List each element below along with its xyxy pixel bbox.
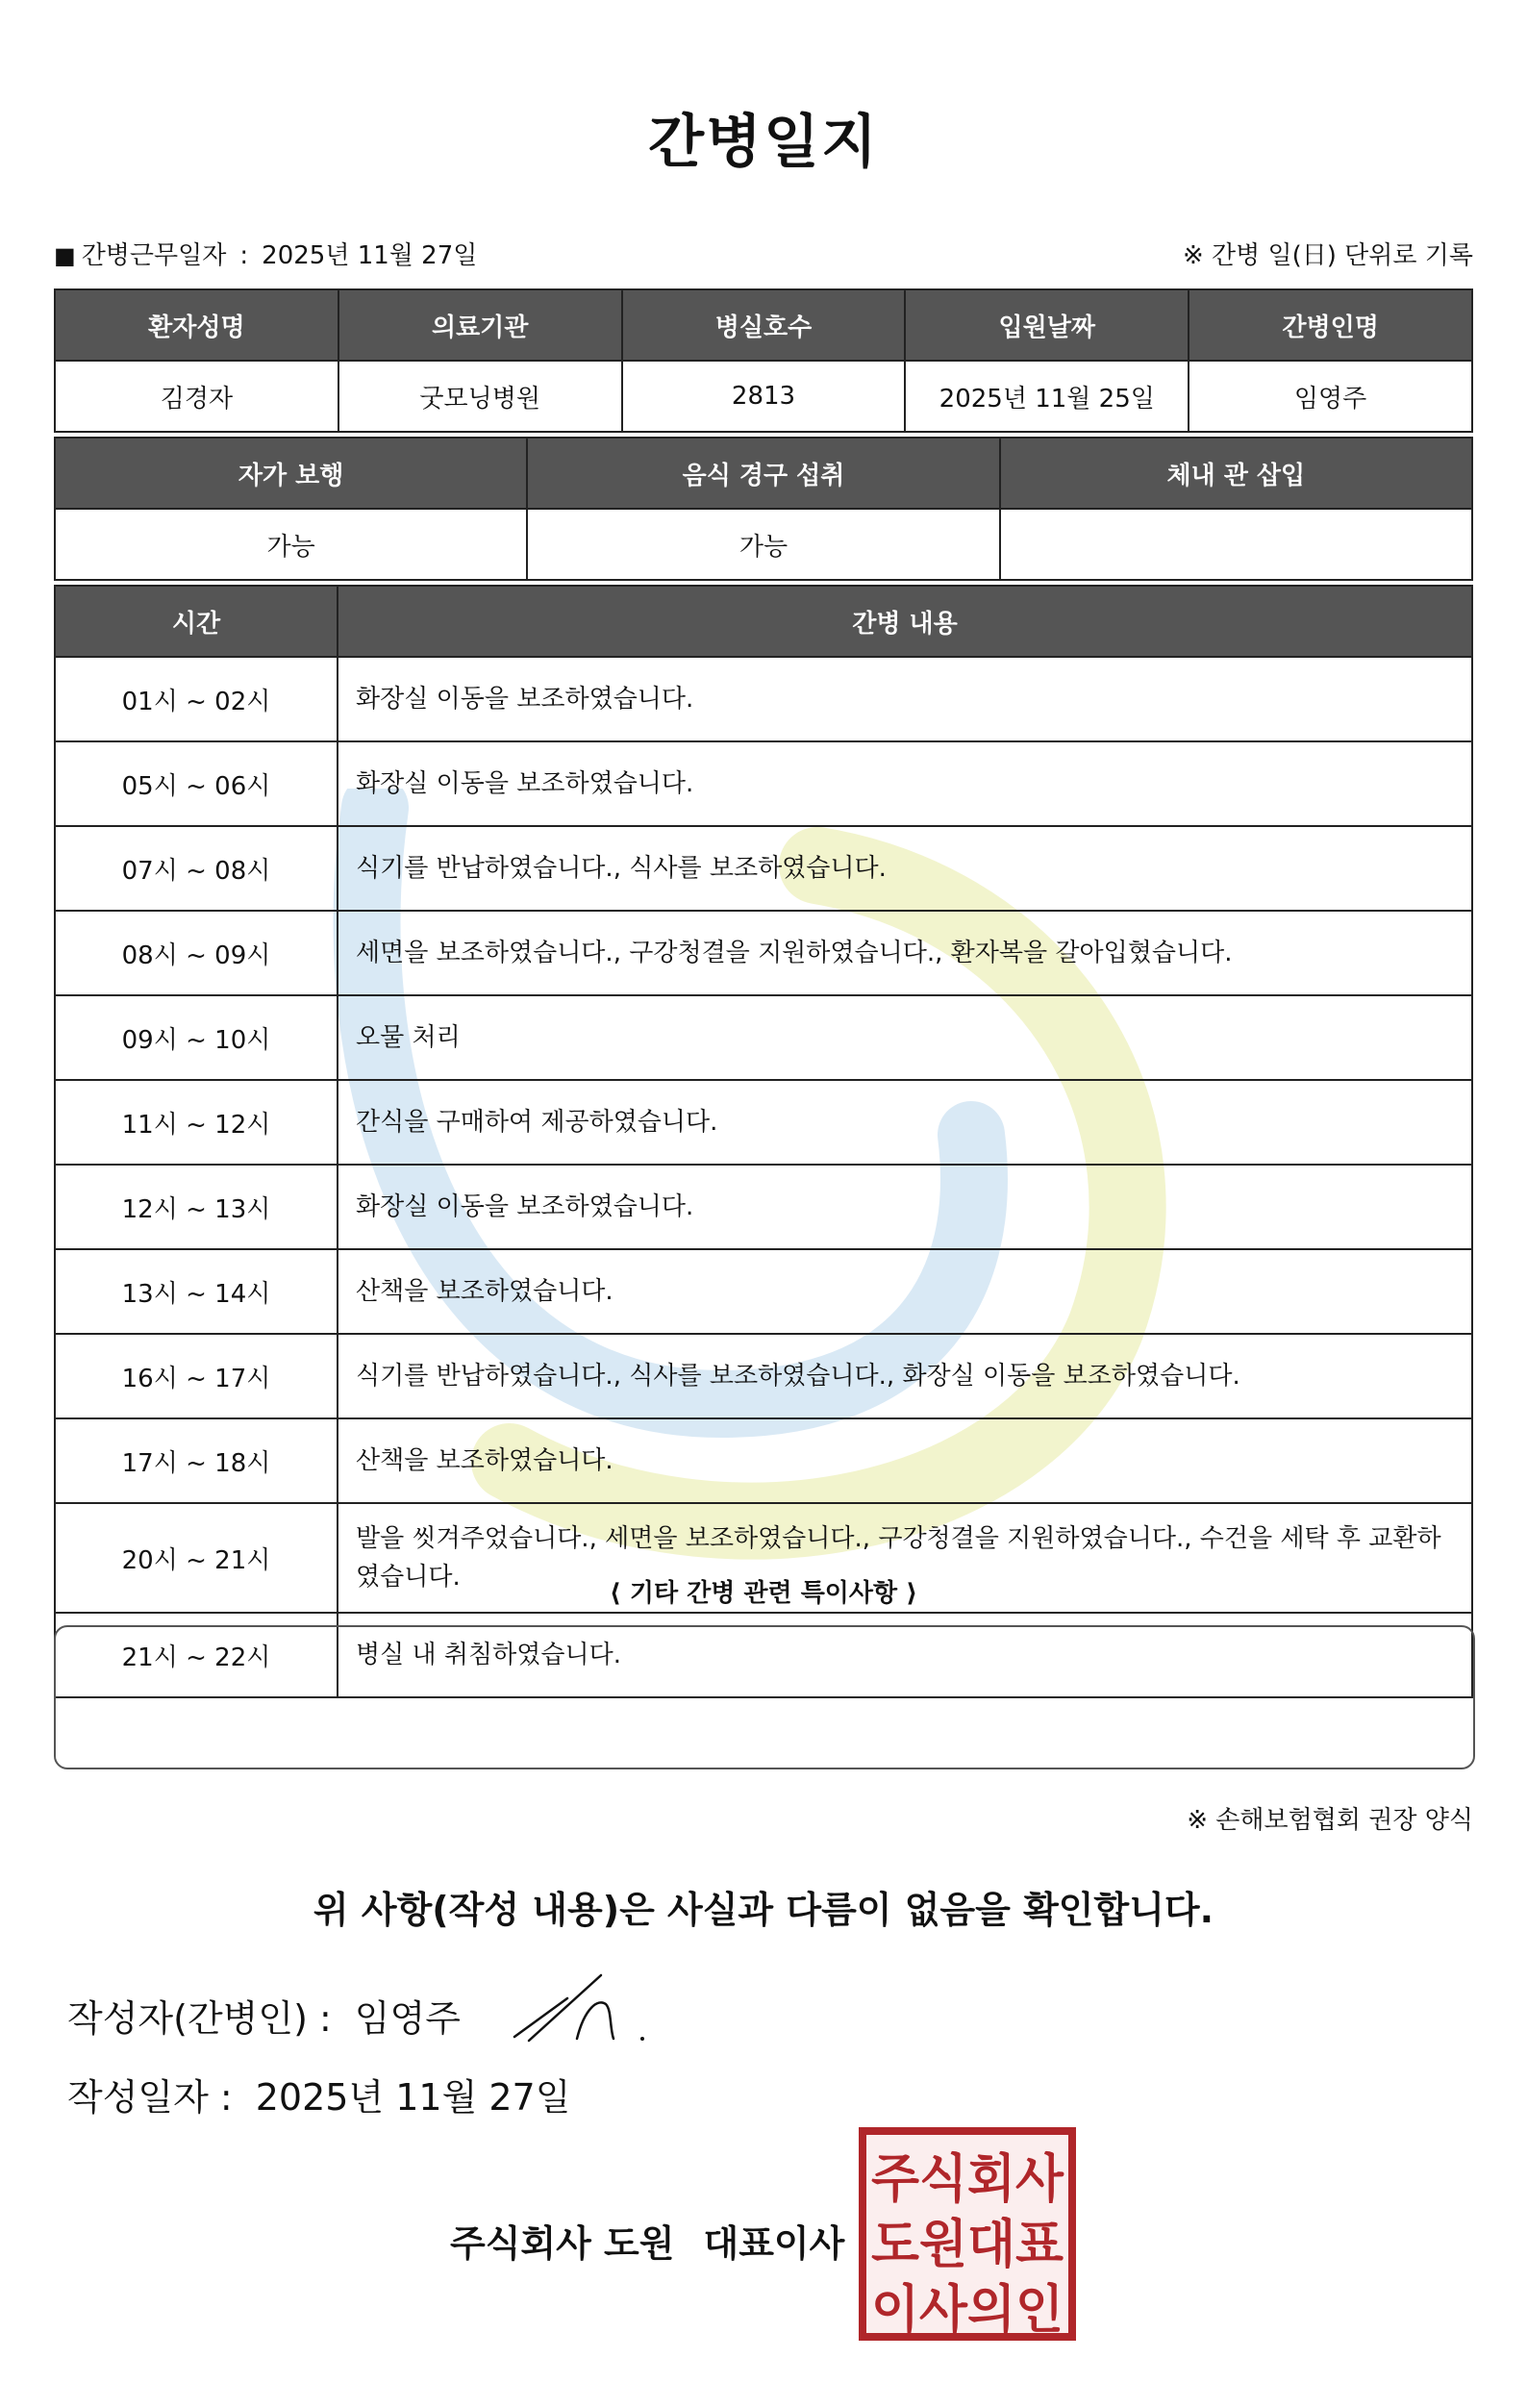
table-row	[55, 995, 1472, 1080]
status-value-row	[55, 509, 1472, 580]
log-header-row	[55, 586, 1472, 657]
confirmation-statement: 위 사항(작성 내용)은 사실과 다름이 없음을 확인합니다.	[313, 1889, 1214, 1931]
table-row	[55, 1249, 1472, 1334]
log-time: 09시 ~ 10시	[55, 995, 338, 1080]
svg-text:이사의인: 이사의인	[871, 2279, 1064, 2340]
log-time: 16시 ~ 17시	[55, 1334, 338, 1418]
header-oral-intake: 음식 경구 섭취	[527, 438, 999, 509]
signature-image	[510, 1969, 654, 2046]
company-name: 주식회사 도원	[450, 2222, 675, 2265]
writer-label: 작성자(간병인) :	[67, 1997, 332, 2040]
writer-row	[67, 1989, 461, 2042]
company-signature	[450, 2214, 844, 2267]
unit-note: ※ 간병 일(日) 단위로 기록	[1182, 241, 1473, 270]
log-content: 간식을 구매하여 제공하였습니다.	[338, 1080, 1472, 1165]
log-time: 11시 ~ 12시	[55, 1080, 338, 1165]
written-date-row	[67, 2068, 570, 2120]
status-header-row	[55, 438, 1472, 509]
log-time: 13시 ~ 14시	[55, 1249, 338, 1334]
log-content: 병실 내 취침하였습니다.	[338, 1613, 1472, 1697]
log-time: 21시 ~ 22시	[55, 1613, 338, 1697]
header-time: 시간	[55, 586, 338, 657]
log-content: 산책을 보조하였습니다.	[338, 1249, 1472, 1334]
institution: 굿모닝병원	[338, 361, 622, 432]
writer-name: 임영주	[354, 1997, 461, 2040]
oral-intake-value: 가능	[527, 509, 999, 580]
room-number: 2813	[622, 361, 906, 432]
patient-value-row	[55, 361, 1472, 432]
log-time: 20시 ~ 21시	[55, 1503, 338, 1613]
patient-status-table	[54, 437, 1473, 581]
work-date-separator: :	[239, 241, 249, 270]
remarks-box	[54, 1625, 1475, 1769]
work-date-label: 간병근무일자	[81, 241, 227, 270]
header-admission-date: 입원날짜	[905, 289, 1189, 361]
header-self-walking: 자가 보행	[55, 438, 527, 509]
patient-header-row	[55, 289, 1472, 361]
header-patient-name: 환자성명	[55, 289, 338, 361]
admission-date: 2025년 11월 25일	[905, 361, 1189, 432]
log-time: 07시 ~ 08시	[55, 826, 338, 911]
header-room-number: 병실호수	[622, 289, 906, 361]
caregiver-name: 임영주	[1189, 361, 1472, 432]
form-note: ※ 손해보험협회 권장 양식	[1187, 1806, 1473, 1835]
log-content: 세면을 보조하였습니다., 구강청결을 지원하였습니다., 환자복을 갈아입혔습니다.	[338, 911, 1472, 995]
table-row	[55, 1165, 1472, 1249]
log-content: 식기를 반납하였습니다., 식사를 보조하였습니다.	[338, 826, 1472, 911]
care-log-table	[54, 585, 1473, 1698]
log-content: 식기를 반납하였습니다., 식사를 보조하였습니다., 화장실 이동을 보조하였습니다.	[338, 1334, 1472, 1418]
patient-name: 김경자	[55, 361, 338, 432]
document-title: 간병일지	[648, 109, 879, 176]
log-content: 오물 처리	[338, 995, 1472, 1080]
header-caregiver-name: 간병인명	[1189, 289, 1472, 361]
svg-text:주식회사: 주식회사	[871, 2148, 1064, 2209]
log-time: 17시 ~ 18시	[55, 1418, 338, 1503]
patient-info-table	[54, 288, 1473, 433]
table-row	[55, 1080, 1472, 1165]
svg-text:도원대표: 도원대표	[871, 2214, 1064, 2274]
tube-insertion-value	[1000, 509, 1472, 580]
written-date-value: 2025년 11월 27일	[255, 2076, 571, 2119]
company-title: 대표이사	[703, 2222, 845, 2265]
log-time: 05시 ~ 06시	[55, 741, 338, 826]
square-bullet-icon: ■	[54, 242, 76, 269]
log-time: 01시 ~ 02시	[55, 657, 338, 741]
table-row	[55, 657, 1472, 741]
table-row	[55, 1334, 1472, 1418]
company-seal-stamp	[859, 2127, 1076, 2341]
header-care-content: 간병 내용	[338, 586, 1472, 657]
log-content: 화장실 이동을 보조하였습니다.	[338, 1165, 1472, 1249]
work-date-value: 2025년 11월 27일	[262, 241, 478, 270]
header-tube-insertion: 체내 관 삽입	[1000, 438, 1472, 509]
remarks-title: ⟨ 기타 간병 관련 특이사항 ⟩	[609, 1579, 918, 1608]
self-walking-value: 가능	[55, 509, 527, 580]
header-institution: 의료기관	[338, 289, 622, 361]
written-date-label: 작성일자 :	[67, 2076, 233, 2119]
work-date	[54, 236, 477, 271]
log-content: 화장실 이동을 보조하였습니다.	[338, 657, 1472, 741]
table-row	[55, 826, 1472, 911]
log-content: 산책을 보조하였습니다.	[338, 1418, 1472, 1503]
log-content: 발을 씻겨주었습니다., 세면을 보조하였습니다., 구강청결을 지원하였습니다., 수건을 세탁 후 교환하였습니다.	[338, 1503, 1472, 1613]
table-row	[55, 911, 1472, 995]
log-time: 08시 ~ 09시	[55, 911, 338, 995]
table-row	[55, 741, 1472, 826]
log-time: 12시 ~ 13시	[55, 1165, 338, 1249]
table-row	[55, 1418, 1472, 1503]
log-content: 화장실 이동을 보조하였습니다.	[338, 741, 1472, 826]
